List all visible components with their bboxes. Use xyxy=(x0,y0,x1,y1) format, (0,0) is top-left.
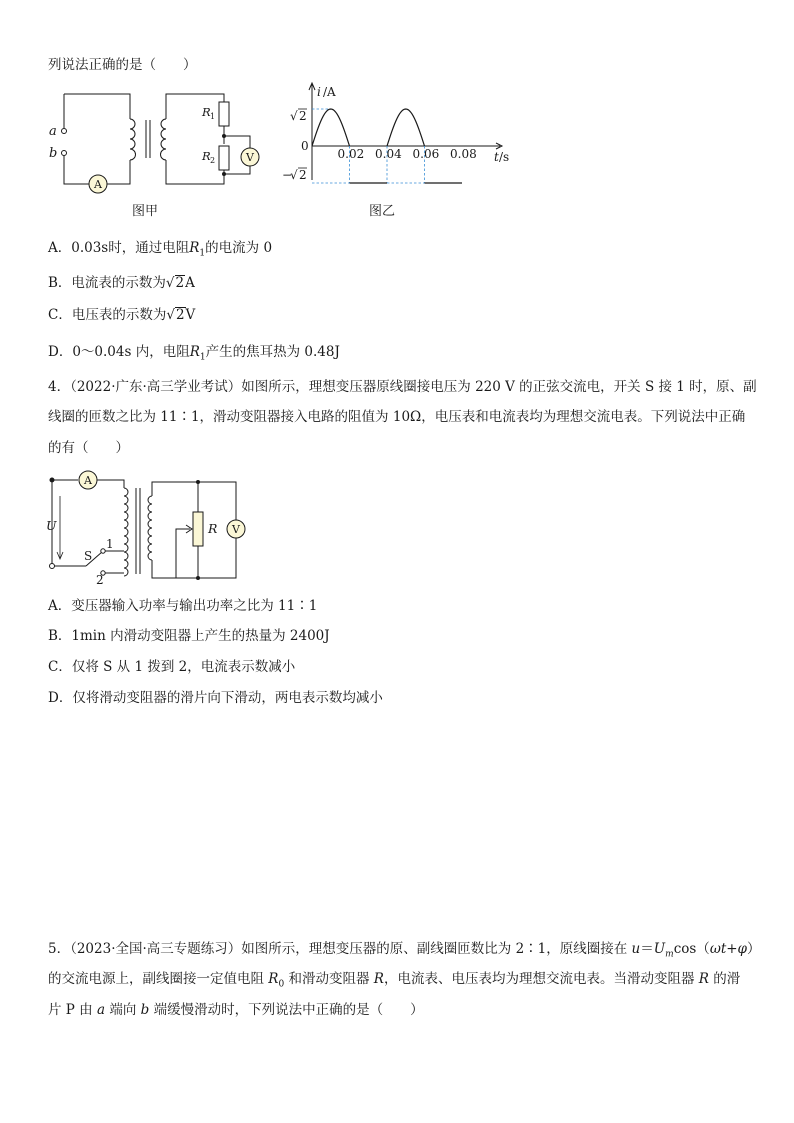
terminal-a-label: a xyxy=(49,124,57,139)
q4-option-a[interactable]: A．变压器输入功率与输出功率之比为 11∶1 xyxy=(48,598,318,614)
terminal-b-label: b xyxy=(49,146,58,161)
r2-label: R xyxy=(202,149,211,163)
figure-jia-caption: 图甲 xyxy=(132,204,159,219)
q3-stem-tail: 列说法正确的是（ ） xyxy=(48,57,197,73)
q4-stem-line2: 线圈的匝数之比为 11∶1，滑动变阻器接入电路的阻值为 10Ω，电压表和电流表均为理想交流电表。下列说法中正确 xyxy=(48,409,746,425)
origin-label: 0 xyxy=(301,139,309,153)
q4-switch-label: S xyxy=(84,549,93,563)
x-axis-label-main: t xyxy=(494,150,499,164)
q4-option-c[interactable]: C．仅将 S 从 1 拨到 2，电流表示数减小 xyxy=(48,659,296,675)
q4-terminal-2: 2 xyxy=(96,573,104,587)
resistor-r2 xyxy=(219,146,229,170)
r2-subscript: 2 xyxy=(210,156,216,165)
y-tick-bottom-label: 2 xyxy=(299,168,307,182)
x-tick-label: 0.02 xyxy=(337,147,365,161)
q3-option-c[interactable]: C．电压表的示数为√2V xyxy=(48,307,196,323)
secondary-coil xyxy=(161,119,167,160)
figure-jia-circuit xyxy=(40,84,280,224)
y-tick-bottom xyxy=(282,168,307,182)
primary-coil xyxy=(130,119,136,160)
ammeter-label: A xyxy=(94,178,102,191)
r1-subscript: 1 xyxy=(210,112,216,121)
svg-text:√: √ xyxy=(290,109,298,123)
q4-u-label: U xyxy=(46,518,57,533)
q4-option-d[interactable]: D．仅将滑动变阻器的滑片向下滑动，两电表示数均减小 xyxy=(48,690,383,706)
resistor-r1 xyxy=(219,102,229,126)
terminal-a-dot xyxy=(62,129,67,134)
r1-label: R xyxy=(202,105,211,119)
y-tick-top xyxy=(290,109,307,123)
x-tick-label: 0.04 xyxy=(375,147,402,161)
y-axis-label-main: i xyxy=(317,85,321,99)
q3-option-d[interactable]: D．0～0.04s 内，电阻$R_1$产生的焦耳热为 0.48J xyxy=(48,344,340,363)
figure-q4-circuit xyxy=(40,466,250,588)
x-tick-label: 0.06 xyxy=(412,147,440,161)
q4-voltmeter-label: V xyxy=(232,523,240,536)
q3-option-b[interactable]: B．电流表的示数为√2A xyxy=(48,275,195,291)
q5-stem-line1: 5．（2023·全国·高三专题练习）如图所示，理想变压器的原、副线圈匝数比为 2∶1，原线圈接在 $u=U_m\cos(\omega t+\varphi)$ xyxy=(48,941,761,960)
figure-yi-caption: 图乙 xyxy=(369,204,396,219)
curve-segment-3 xyxy=(387,109,425,146)
q5-stem-line2: 的交流电源上，副线圈接一定值电阻 $R_0$ 和滑动变阻器 R，电流表、电压表均为理想交流电表。当滑动变阻器 R 的滑 xyxy=(48,971,741,990)
x-axis-label-unit: /s xyxy=(499,150,510,164)
svg-text:√: √ xyxy=(290,168,298,182)
y-tick-top-label: 2 xyxy=(299,109,307,123)
q4-stem-line3: 的有（ ） xyxy=(48,440,129,456)
terminal-b-dot xyxy=(62,151,67,156)
x-tick-label: 0.08 xyxy=(450,147,477,161)
q4-stem-line1: 4．（2022·广东·高三学业考试）如图所示，理想变压器原线圈接电压为 220 V 的正弦交流电，开关 S 接 1 时，原、副 xyxy=(48,379,757,395)
q4-option-b[interactable]: B．1min 内滑动变阻器上产生的热量为 2400J xyxy=(48,628,330,644)
figure-yi-graph xyxy=(280,80,520,190)
q4-rheostat-label: R xyxy=(208,521,218,536)
y-tick-bottom-sign: − xyxy=(282,168,293,182)
q3-option-a[interactable]: A．0.03s时，通过电阻$R_1$的电流为 0 xyxy=(48,240,273,259)
curve-segment-1 xyxy=(312,109,350,146)
q4-ammeter-label: A xyxy=(84,474,92,487)
y-axis-label-unit: /A xyxy=(323,85,336,99)
voltmeter-label: V xyxy=(246,151,254,164)
q5-stem-line3: 片 P 由 a 端向 b 端缓慢滑动时，下列说法中正确的是（ ） xyxy=(48,1002,424,1018)
q4-terminal-1: 1 xyxy=(106,537,114,551)
